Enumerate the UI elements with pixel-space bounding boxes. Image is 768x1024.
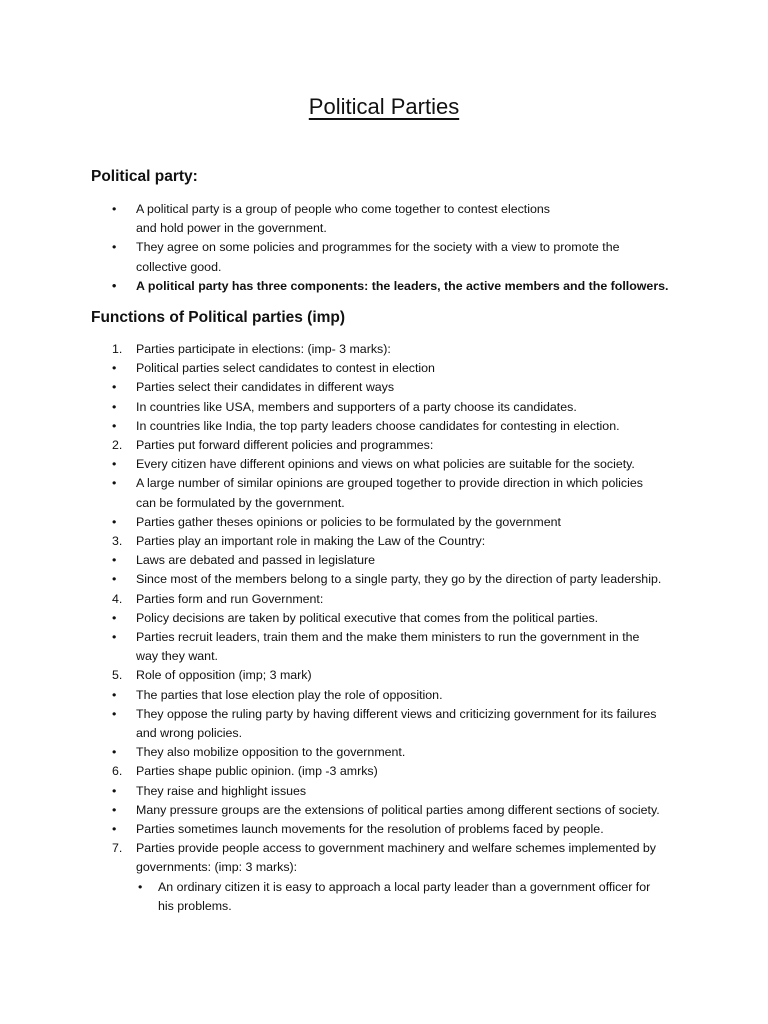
bullet-icon: •: [112, 476, 117, 491]
list-item-text: They also mobilize opposition to the government.: [136, 745, 406, 760]
list-item: [0, 705, 676, 743]
list-item: [0, 570, 676, 589]
list-item-text: governments: (imp: 3 marks):: [136, 860, 298, 875]
list-item-text: The parties that lose election play the role of opposition.: [136, 687, 443, 702]
list-item-text: They agree on some policies and programmes for the society with a view to promote the: [136, 240, 620, 255]
list-item: [0, 666, 676, 685]
list-item: [0, 878, 678, 916]
list-item: [0, 417, 676, 436]
list-item: [0, 340, 676, 359]
bullet-icon: •: [112, 380, 117, 395]
list-item: [0, 590, 676, 609]
list-item-text: Parties put forward different policies and programmes:: [136, 438, 434, 453]
bullet-icon: •: [112, 514, 117, 529]
list-item: [0, 820, 676, 839]
list-item: [0, 551, 676, 570]
list-item-text: Parties provide people access to government machinery and welfare schemes implemented by: [136, 841, 656, 856]
bullet-icon: •: [112, 822, 117, 837]
list-item-text: Parties shape public opinion. (imp -3 amrks): [136, 764, 378, 779]
list-item: [0, 359, 676, 378]
section-heading-functions: Functions of Political parties (imp): [91, 309, 346, 326]
functions-list: [0, 340, 678, 916]
list-item-text: Many pressure groups are the extensions of political parties among different sections of society.: [136, 802, 660, 817]
list-number: 1.: [112, 342, 123, 356]
bullet-icon: •: [112, 572, 117, 587]
bullet-icon: •: [112, 553, 117, 568]
list-item-text: A political party has three components: the leaders, the active members and the followers.: [136, 278, 669, 293]
bullet-icon: •: [112, 630, 117, 645]
bullet-icon: •: [112, 240, 117, 255]
list-item-text: Parties participate in elections: (imp- 3 marks):: [136, 342, 391, 356]
bullet-icon: •: [112, 278, 117, 293]
list-item-text: An ordinary citizen it is easy to approach a local party leader than a government officer for: [158, 879, 651, 894]
list-item-text: Parties play an important role in making the Law of the Country:: [136, 534, 486, 549]
political-party-list: [0, 200, 676, 296]
bullet-icon: •: [112, 457, 117, 472]
list-item: [0, 436, 676, 455]
list-number: 5.: [112, 668, 123, 683]
list-item: [0, 455, 676, 474]
section-heading-political-party: Political party:: [91, 168, 198, 185]
list-item: [0, 839, 676, 877]
list-item-text: They oppose the ruling party by having different views and criticizing government for its failures: [136, 706, 657, 721]
list-item: [0, 686, 676, 705]
list-item: [0, 474, 676, 512]
bullet-icon: •: [112, 783, 117, 798]
list-item: [0, 743, 676, 762]
list-item: [0, 200, 676, 238]
list-item-text: Role of opposition (imp; 3 mark): [136, 668, 312, 683]
list-item-text: can be formulated by the government.: [136, 495, 345, 510]
list-item-text: Parties sometimes launch movements for the resolution of problems faced by people.: [136, 822, 604, 837]
list-item-text: Laws are debated and passed in legislature: [136, 553, 376, 568]
list-item-text: Policy decisions are taken by political executive that comes from the political parties.: [136, 610, 599, 625]
list-item-text: Parties select their candidates in different ways: [136, 380, 395, 395]
list-item: [0, 513, 676, 532]
bullet-icon: •: [112, 399, 117, 414]
list-item-text: Since most of the members belong to a single party, they go by the direction of party leadership.: [136, 572, 662, 587]
list-item: [0, 398, 676, 417]
list-number: 6.: [112, 764, 123, 779]
bullet-icon: •: [112, 745, 117, 760]
list-item-text: Parties form and run Government:: [136, 591, 324, 606]
list-item: [0, 782, 676, 801]
list-item-text: Parties recruit leaders, train them and the make them ministers to run the government in the: [136, 630, 640, 645]
page-title: Political Parties: [308, 94, 460, 119]
list-number: 2.: [112, 438, 123, 453]
bullet-icon: •: [112, 802, 117, 817]
bullet-icon: •: [112, 706, 117, 721]
bullet-icon: •: [112, 418, 117, 433]
list-item: [0, 801, 676, 820]
list-item: [0, 609, 676, 628]
list-item-text: way they want.: [136, 649, 218, 664]
list-item-text: They raise and highlight issues: [136, 783, 307, 798]
list-item-text: Political parties select candidates to contest in election: [136, 361, 435, 376]
list-item-text: collective good.: [136, 259, 222, 274]
list-item-text: Parties gather theses opinions or policies to be formulated by the government: [136, 514, 561, 529]
bullet-icon: •: [138, 879, 143, 894]
list-item-text: and wrong policies.: [136, 726, 243, 741]
list-item: [0, 277, 676, 296]
list-item-text: A large number of similar opinions are grouped together to provide direction in which policies: [136, 476, 643, 491]
bullet-icon: •: [112, 202, 117, 216]
bullet-icon: •: [112, 610, 117, 625]
list-item: [0, 628, 676, 666]
list-item-text: Every citizen have different opinions and views on what policies are suitable for the society.: [136, 457, 635, 472]
list-item-text: his problems.: [158, 898, 232, 913]
list-item-text: In countries like India, the top party leaders choose candidates for contesting in election.: [136, 418, 620, 433]
list-number: 3.: [112, 534, 123, 549]
list-item: [0, 762, 676, 781]
list-item: [0, 532, 676, 551]
list-number: 4.: [112, 591, 123, 606]
list-item-text: In countries like USA, members and supporters of a party choose its candidates.: [136, 399, 577, 414]
list-number: 7.: [112, 841, 123, 856]
list-item: [0, 378, 676, 397]
list-item-text: and hold power in the government.: [136, 221, 327, 236]
bullet-icon: •: [112, 687, 117, 702]
list-item: [0, 238, 676, 276]
list-item-text: A political party is a group of people who come together to contest elections: [136, 202, 550, 216]
bullet-icon: •: [112, 361, 117, 376]
